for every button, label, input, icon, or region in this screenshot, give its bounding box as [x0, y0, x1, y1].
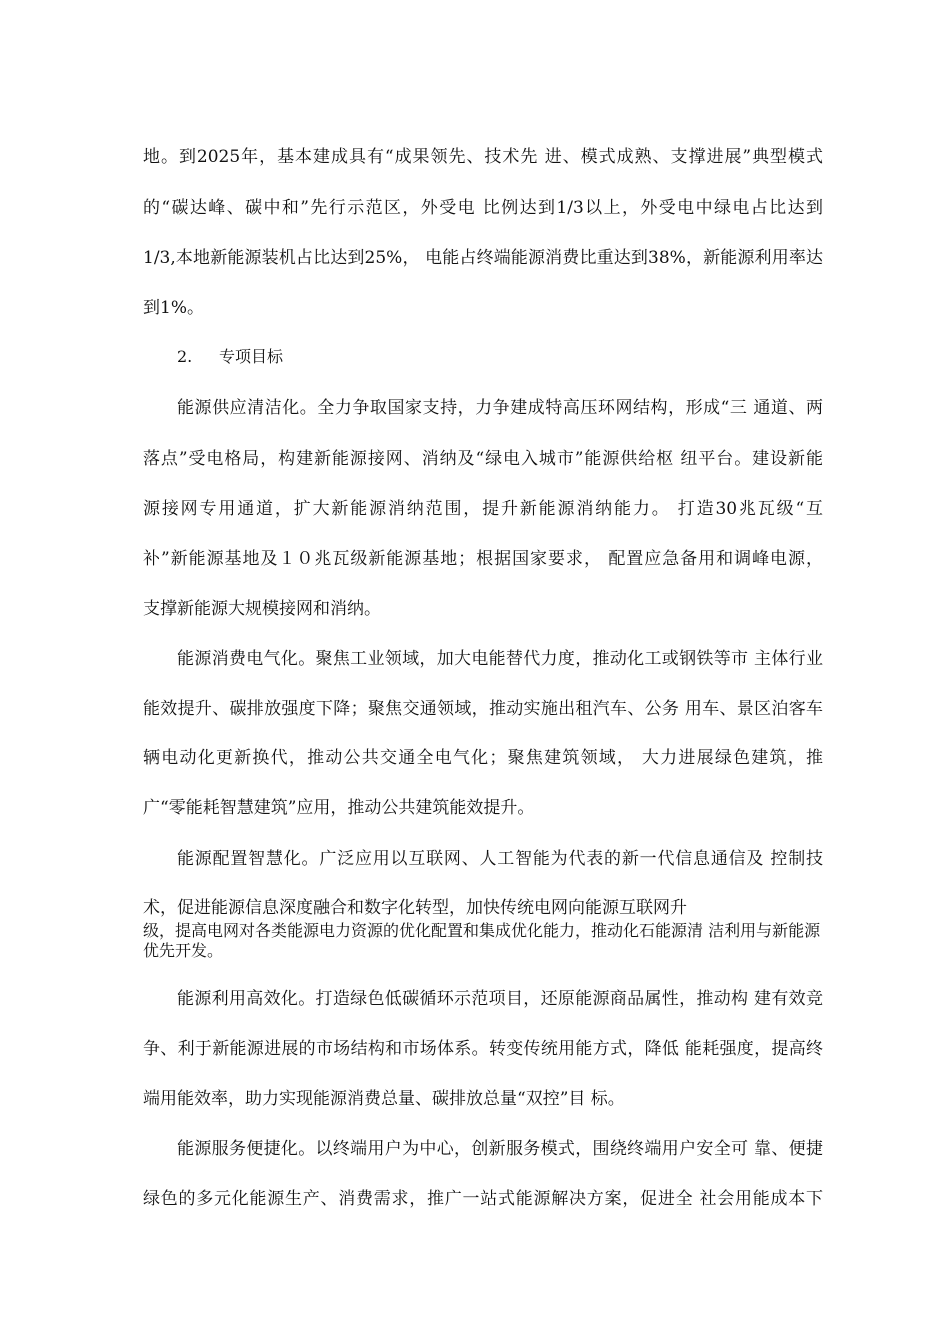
- paragraph-line: 的“碳达峰、碳中和”先行示范区，外受电 比例达到1/3以上，外受电中绿电占比达到: [143, 198, 823, 218]
- paragraph-line: 补”新能源基地及１０兆瓦级新能源基地；根据国家要求， 配置应急备用和调峰电源，: [143, 549, 823, 569]
- paragraph-line: 绿色的多元化能源生产、消费需求，推广一站式能源解决方案，促进全 社会用能成本下: [143, 1189, 823, 1209]
- paragraph-line: 争、利于新能源进展的市场结构和市场体系。转变传统用能方式，降低 能耗强度，提高终: [143, 1039, 823, 1059]
- paragraph-line: 支撑新能源大规模接网和消纳。: [143, 599, 381, 619]
- paragraph-line: 能源消费电气化。聚焦工业领域，加大电能替代力度，推动化工或钢铁等市 主体行业: [177, 649, 823, 669]
- paragraph-line: 级，提高电网对各类能源电力资源的优化配置和集成优化能力，推动化石能源清 洁利用与新能源优先开发。: [143, 921, 821, 960]
- paragraph-line: 辆电动化更新换代，推动公共交通全电气化；聚焦建筑领域， 大力进展绿色建筑，推: [143, 748, 823, 768]
- paragraph-line: 源接网专用通道，扩大新能源消纳范围，提升新能源消纳能力。 打造30兆瓦级“互: [143, 499, 823, 519]
- paragraph-line: 地。到2025年，基本建成具有“成果领先、技术先 进、模式成熟、支撑进展”典型模式: [143, 147, 823, 167]
- paragraph-line: 能源供应清洁化。全力争取国家支持，力争建成特高压环网结构，形成“三 通道、两: [177, 398, 823, 418]
- paragraph-line: 端用能效率，助力实现能源消费总量、碳排放总量“双控”目 标。: [143, 1089, 625, 1109]
- section-heading: [177, 345, 283, 369]
- paragraph-line: 术，促进能源信息深度融合和数字化转型，加快传统电网向能源互联网升: [143, 898, 687, 918]
- paragraph-line: 到1%。: [143, 298, 204, 318]
- paragraph-line: 能源利用高效化。打造绿色低碳循环示范项目，还原能源商品属性，推动构 建有效竞: [177, 989, 823, 1009]
- paragraph-line: 落点”受电格局，构建新能源接网、消纳及“绿电入城市”能源供给枢 纽平台。建设新能: [143, 449, 823, 469]
- paragraph-line: 能源服务便捷化。以终端用户为中心，创新服务模式，围绕终端用户安全可 靠、便捷: [177, 1139, 823, 1159]
- paragraph-line: 能源配置智慧化。广泛应用以互联网、人工智能为代表的新一代信息通信及 控制技: [177, 849, 823, 869]
- paragraph-line: 广“零能耗智慧建筑”应用，推动公共建筑能效提升。: [143, 798, 535, 818]
- section-title: 专项目标: [219, 347, 284, 366]
- section-number: 2.: [177, 347, 193, 366]
- paragraph-line: 1/3,本地新能源装机占比达到25%， 电能占终端能源消费比重达到38%，新能源利用率达: [143, 248, 823, 268]
- paragraph-line: 能效提升、碳排放强度下降；聚焦交通领域，推动实施出租汽车、公务 用车、景区泊客车: [143, 699, 823, 719]
